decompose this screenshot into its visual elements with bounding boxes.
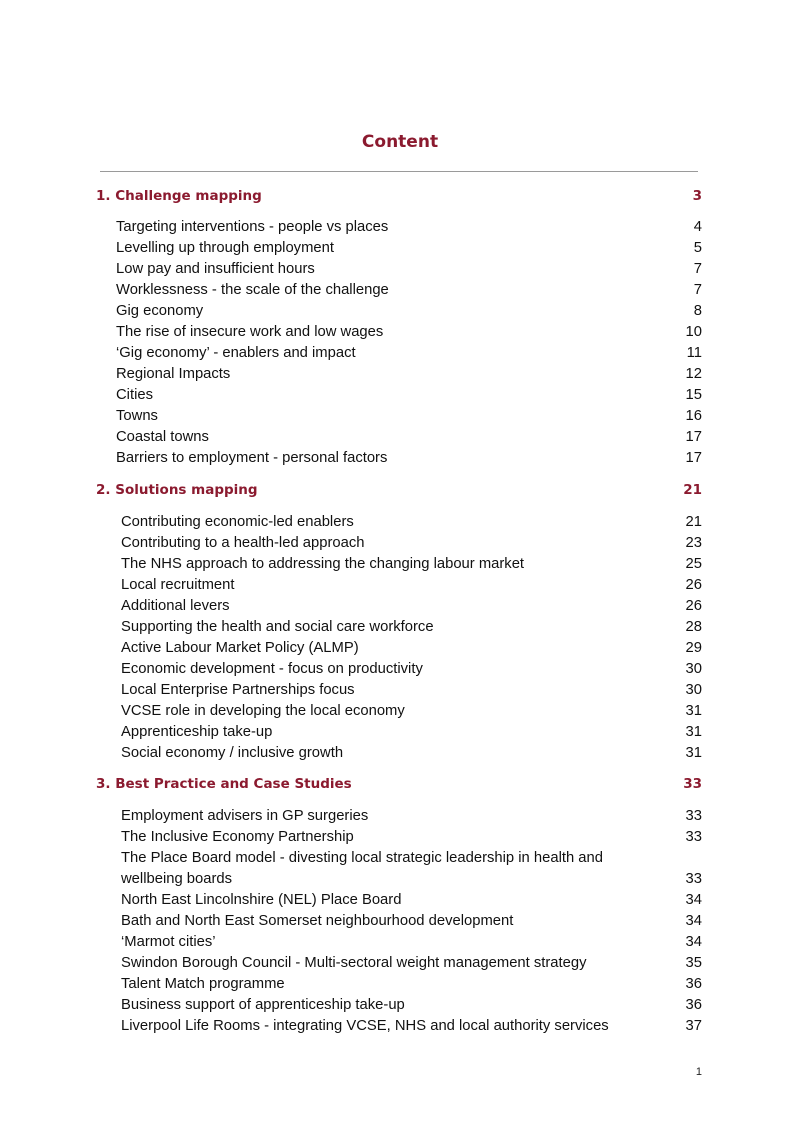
toc-entry[interactable] bbox=[121, 533, 702, 554]
toc-entry[interactable] bbox=[121, 827, 702, 848]
toc-entry-title: Barriers to employment - personal factors bbox=[116, 450, 388, 466]
toc-entry-page: 17 bbox=[685, 450, 702, 466]
toc-entry-page: 33 bbox=[685, 829, 702, 845]
toc-entry-title: ‘Marmot cities’ bbox=[121, 934, 216, 950]
toc-entry[interactable] bbox=[116, 280, 702, 301]
toc-entry-title: Levelling up through employment bbox=[116, 240, 334, 256]
toc-entry-page: 11 bbox=[686, 345, 702, 361]
toc-entry[interactable] bbox=[121, 638, 702, 659]
toc-entry-title: Coastal towns bbox=[116, 429, 209, 445]
toc-entry[interactable] bbox=[116, 448, 702, 469]
toc-entry-page: 26 bbox=[685, 577, 702, 593]
toc-entry-page: 34 bbox=[685, 934, 702, 950]
toc-entry-title: VCSE role in developing the local economy bbox=[121, 703, 405, 719]
toc-entry-title: The Inclusive Economy Partnership bbox=[121, 829, 354, 845]
toc-entry-page: 4 bbox=[693, 219, 702, 235]
toc-entry[interactable] bbox=[116, 238, 702, 259]
toc-entry-page: 30 bbox=[685, 682, 702, 698]
toc-entry-title: Worklessness - the scale of the challenge bbox=[116, 282, 389, 298]
toc-entry[interactable] bbox=[121, 953, 702, 974]
toc-entry-page: 31 bbox=[685, 703, 702, 719]
section-page-number: 3 bbox=[692, 188, 702, 204]
toc-entry-title: Employment advisers in GP surgeries bbox=[121, 808, 369, 824]
section-entries-solutions-mapping bbox=[121, 512, 702, 764]
toc-entry[interactable] bbox=[116, 406, 702, 427]
toc-entry[interactable] bbox=[121, 659, 702, 680]
toc-entry-title: Bath and North East Somerset neighbourhood development bbox=[121, 913, 514, 929]
toc-entry-page: 29 bbox=[685, 640, 702, 656]
toc-entry-title: The NHS approach to addressing the changing labour market bbox=[121, 556, 525, 572]
toc-entry-page: 31 bbox=[685, 724, 702, 740]
section-heading-text: 2. Solutions mapping bbox=[96, 482, 258, 498]
toc-entry-page: 12 bbox=[685, 366, 702, 382]
toc-entry-page: 33 bbox=[685, 808, 702, 824]
toc-entry-title: Towns bbox=[116, 408, 158, 424]
toc-entry[interactable] bbox=[121, 743, 702, 764]
toc-entry-title: Social economy / inclusive growth bbox=[121, 745, 344, 761]
toc-entry-title: Additional levers bbox=[121, 598, 230, 614]
toc-entry-page: 17 bbox=[685, 429, 702, 445]
toc-entry[interactable] bbox=[121, 722, 702, 743]
toc-entry-title: Active Labour Market Policy (ALMP) bbox=[121, 640, 359, 656]
toc-entry-title: Local recruitment bbox=[121, 577, 235, 593]
toc-entry-title: Liverpool Life Rooms - integrating VCSE, NHS and local authority services bbox=[121, 1018, 609, 1034]
toc-entry-page: 26 bbox=[685, 598, 702, 614]
toc-entry[interactable] bbox=[121, 890, 702, 911]
title-divider bbox=[100, 171, 698, 172]
toc-entry[interactable] bbox=[116, 322, 702, 343]
section-page-number: 33 bbox=[683, 776, 702, 792]
toc-entry[interactable] bbox=[121, 932, 702, 953]
toc-entry[interactable] bbox=[116, 301, 702, 322]
toc-entry-title: Gig economy bbox=[116, 303, 204, 319]
toc-entry-title: ‘Gig economy’ - enablers and impact bbox=[116, 345, 356, 361]
section-entries-best-practice bbox=[121, 806, 702, 1037]
toc-entry-page: 34 bbox=[685, 913, 702, 929]
toc-entry[interactable] bbox=[116, 259, 702, 280]
toc-entry-page: 7 bbox=[693, 282, 702, 298]
toc-entry-page: 10 bbox=[685, 324, 702, 340]
toc-entry-page: 35 bbox=[685, 955, 702, 971]
page-title: Content bbox=[361, 132, 439, 152]
toc-entry-page: 16 bbox=[685, 408, 702, 424]
section-heading-text: 1. Challenge mapping bbox=[96, 188, 262, 204]
footer-page-number: 1 bbox=[695, 1066, 702, 1078]
toc-entry-title: Low pay and insufficient hours bbox=[116, 261, 315, 277]
toc-entry-page: 15 bbox=[685, 387, 702, 403]
toc-entry-page: 23 bbox=[685, 535, 702, 551]
toc-entry[interactable] bbox=[121, 806, 702, 827]
toc-entry-title: North East Lincolnshire (NEL) Place Board bbox=[121, 892, 402, 908]
toc-entry-title: Contributing economic-led enablers bbox=[121, 514, 354, 530]
section-heading-solutions-mapping[interactable] bbox=[96, 479, 702, 501]
toc-entry-title: The rise of insecure work and low wages bbox=[116, 324, 384, 340]
toc-entry-title: Local Enterprise Partnerships focus bbox=[121, 682, 355, 698]
toc-entry-title: Business support of apprenticeship take-up bbox=[121, 997, 405, 1013]
toc-entry[interactable] bbox=[121, 995, 702, 1016]
toc-entry-title: The Place Board model - divesting local strategic leadership in health and wellbeing boards bbox=[121, 850, 603, 887]
toc-entry-title: Targeting interventions - people vs places bbox=[116, 219, 389, 235]
toc-entry[interactable] bbox=[116, 385, 702, 406]
toc-entry-title: Economic development - focus on productivity bbox=[121, 661, 423, 677]
toc-entry-page: 36 bbox=[685, 976, 702, 992]
toc-entry-page: 21 bbox=[685, 514, 702, 530]
toc-entry[interactable] bbox=[121, 575, 702, 596]
section-heading-text: 3. Best Practice and Case Studies bbox=[96, 776, 352, 792]
toc-entry[interactable] bbox=[116, 343, 702, 364]
toc-entry-page: 37 bbox=[685, 1018, 702, 1034]
toc-entry-page: 5 bbox=[693, 240, 702, 256]
toc-entry[interactable] bbox=[121, 848, 702, 890]
toc-entry-page: 31 bbox=[685, 745, 702, 761]
toc-entry[interactable] bbox=[121, 554, 702, 575]
toc-entry[interactable] bbox=[121, 596, 702, 617]
section-page-number: 21 bbox=[683, 482, 702, 498]
toc-entry-page: 33 bbox=[685, 871, 702, 887]
toc-entry-title: Cities bbox=[116, 387, 153, 403]
toc-entry-page: 36 bbox=[685, 997, 702, 1013]
section-heading-challenge-mapping[interactable] bbox=[96, 185, 702, 207]
toc-entry-page: 8 bbox=[693, 303, 702, 319]
toc-entry[interactable] bbox=[116, 427, 702, 448]
toc-entry-title: Regional Impacts bbox=[116, 366, 231, 382]
section-heading-best-practice[interactable] bbox=[96, 773, 702, 795]
toc-entry[interactable] bbox=[116, 364, 702, 385]
toc-entry[interactable] bbox=[116, 217, 702, 238]
toc-entry[interactable] bbox=[121, 680, 702, 701]
toc-entry[interactable] bbox=[121, 974, 702, 995]
toc-entry-page: 25 bbox=[685, 556, 702, 572]
toc-entry[interactable] bbox=[121, 512, 702, 533]
section-entries-challenge-mapping bbox=[116, 217, 702, 469]
toc-entry[interactable] bbox=[121, 911, 702, 932]
toc-entry-page: 7 bbox=[693, 261, 702, 277]
toc-entry-page: 34 bbox=[685, 892, 702, 908]
toc-entry-title: Apprenticeship take-up bbox=[121, 724, 273, 740]
toc-entry-page: 30 bbox=[685, 661, 702, 677]
toc-entry-title: Talent Match programme bbox=[121, 976, 285, 992]
toc-entry-title: Contributing to a health-led approach bbox=[121, 535, 365, 551]
toc-entry[interactable] bbox=[121, 701, 702, 722]
toc-entry-page: 28 bbox=[685, 619, 702, 635]
toc-entry[interactable] bbox=[121, 617, 702, 638]
toc-entry-title: Supporting the health and social care workforce bbox=[121, 619, 434, 635]
toc-entry[interactable] bbox=[121, 1016, 702, 1037]
toc-entry-title: Swindon Borough Council - Multi-sectoral weight management strategy bbox=[121, 955, 587, 971]
